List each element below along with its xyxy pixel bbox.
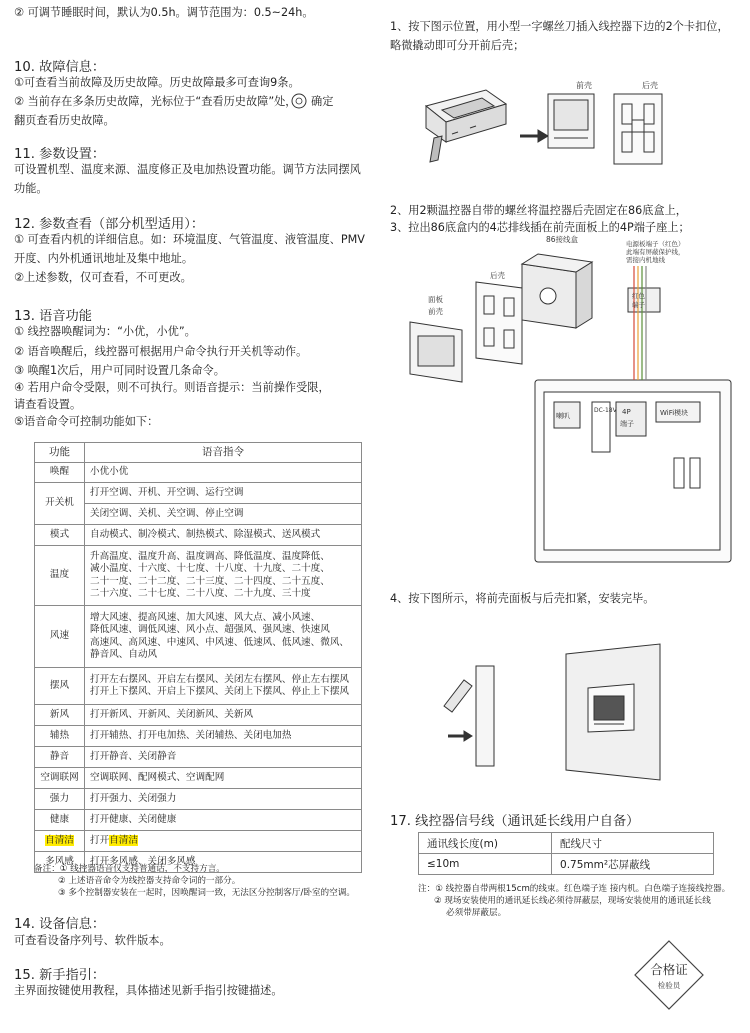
row-function: 空调联网 <box>35 768 85 789</box>
row-command: 打开强力、关闭强力 <box>85 789 362 810</box>
row-command: 自动模式、制冷模式、制热模式、除湿模式、送风模式 <box>85 525 362 546</box>
command-line: 打开左右摆风、开启左右摆风、关闭左右摆风、停止左右摆风 <box>90 673 350 685</box>
row-command: 打开静音、关闭静音 <box>85 747 362 768</box>
seal-title: 合格证 <box>650 962 688 977</box>
table-row <box>35 525 362 546</box>
label-front-shell: 前壳 <box>576 81 592 90</box>
section-13-line-1: ① 线控器唤醒词为：“小优，小优”。 <box>14 325 196 338</box>
row-command <box>85 668 362 705</box>
table-row <box>35 483 362 504</box>
row-function: 温度 <box>35 546 85 606</box>
section-13-line-2: ② 语音唤醒后，线控器可根据用户命令执行开关机等动作。 <box>14 345 308 358</box>
command-line: 二十一度、二十二度、二十三度、二十四度、二十五度、 <box>90 575 330 587</box>
section-13-line-3: ③ 唤醒1次后，用户可同时设置几条命令。 <box>14 364 225 377</box>
row-command: 空调联网、配网模式、空调配网 <box>85 768 362 789</box>
section-10-title: 10. 故障信息： <box>14 60 106 75</box>
row-command: 打开新风、开新风、关闭新风、关新风 <box>85 705 362 726</box>
table-row <box>35 810 362 831</box>
wire-length-value: ≤10m <box>419 854 552 875</box>
table-row <box>35 705 362 726</box>
header-function: 功能 <box>35 443 85 463</box>
command-line: 静音风、自动风 <box>90 648 158 660</box>
step-3-line: 3、拉出86底盒内的4芯排线插在前壳面板上的4P端子座上； <box>390 221 690 234</box>
label-dc: DC-18V <box>594 407 617 414</box>
row-command <box>85 831 362 852</box>
seal-subtitle: 检验员 <box>657 981 681 990</box>
step-1-line-2: 略微撬动即可分开前后壳； <box>390 39 525 52</box>
highlighted-command: 自清洁 <box>109 834 138 846</box>
row-command: 打开空调、开机、开空调、运行空调 <box>85 483 362 504</box>
table-row <box>35 668 362 705</box>
command-line: 增大风速、提高风速、加大风速、风大点、减小风速、 <box>90 611 321 623</box>
header-wire-size: 配线尺寸 <box>552 833 714 854</box>
label-front-shell-2: 前壳 <box>428 307 443 316</box>
table-row <box>35 831 362 852</box>
table-row <box>35 726 362 747</box>
row-function: 风速 <box>35 606 85 668</box>
note-line-2: ② 上述语音命令为线控器支持命令词的一部分。 <box>58 876 241 886</box>
section-11-line-1: 可设置机型、温度来源、温度修正及电加热设置功能。调节方法同摆风 <box>14 163 361 176</box>
label-86-box: 86接线盒 <box>546 235 579 244</box>
section-12-line-3: ②上述参数，仅可查看，不可更改。 <box>14 271 192 284</box>
row-function <box>35 831 85 852</box>
section-13-line-4: ④ 若用户命令受限，则不可执行。则语音提示：当前操作受限， <box>14 381 330 394</box>
confirm-key-icon <box>290 92 308 110</box>
figure-open-shell <box>408 80 678 190</box>
section-13-line-5: 请查看设置。 <box>14 398 82 411</box>
label-ground-note: 需接内机地线 <box>626 256 665 264</box>
command-line: 升高温度、温度升高、温度调高、降低温度、温度降低、 <box>90 550 330 562</box>
section-12-line-1: ① 可查看内机的详细信息。如：环境温度、气管温度、液管温度、PMV <box>14 233 365 246</box>
s17-note-3: 必须带屏蔽层。 <box>446 908 507 918</box>
section-12-title: 12. 参数查看（部分机型适用）： <box>14 217 205 232</box>
s17-note-2: ② 现场安装使用的通讯延长线必须待屏蔽层，现场安装使用的通讯延长线 <box>434 896 711 906</box>
row-function: 模式 <box>35 525 85 546</box>
row-command: 关闭空调、关机、关空调、停止空调 <box>85 504 362 525</box>
command-prefix: 打开 <box>90 834 110 846</box>
signal-wire-table <box>418 832 714 875</box>
row-function: 辅热 <box>35 726 85 747</box>
section-10-line-3: 翻页查看历史故障。 <box>14 114 115 127</box>
row-function: 开关机 <box>35 483 85 525</box>
row-command: 打开多风感、关闭多风感 <box>85 852 362 873</box>
note-line-1: 备注：① 线控器语音仅支持普通话，不支持方言。 <box>34 864 225 874</box>
section-10-line-2: ② 当前存在多条历史故障，光标位于“查看历史故障”处， <box>14 95 297 108</box>
label-back-shell: 后壳 <box>642 81 658 90</box>
label-panel: 面板 <box>428 295 443 304</box>
row-command <box>85 606 362 668</box>
section-14-title: 14. 设备信息： <box>14 917 106 932</box>
table-row <box>35 504 362 525</box>
confirm-key-label: 确定 <box>311 95 334 108</box>
table-row <box>35 768 362 789</box>
label-wifi: WiFi模块 <box>660 409 689 417</box>
row-command <box>85 546 362 606</box>
section-17-title: 17. 线控器信号线（通讯延长线用户自备） <box>390 814 640 829</box>
qualification-seal <box>632 938 706 1012</box>
step-1-line-1: 1、按下图示位置，用小型一字螺丝刀插入线控器下边的2个卡扣位， <box>390 20 729 33</box>
command-line: 高速风、高风速、中速风、中风速、低速风、低风速、微风、 <box>90 636 350 648</box>
section-12-line-2: 开度、内外机通讯地址及集中地址。 <box>14 252 194 265</box>
section-14-line-1: 可查看设备序列号、软件版本。 <box>14 934 171 947</box>
step-4-line: 4、按下图所示，将前壳面板与后壳扣紧，安装完毕。 <box>390 592 655 605</box>
row-function: 多风感 <box>35 852 85 873</box>
highlighted-function: 自清洁 <box>45 834 74 846</box>
section-15-line-1: 主界面按键使用教程，具体描述见新手指引按键描述。 <box>14 984 283 997</box>
label-terminal: 端子 <box>632 301 645 309</box>
figure-wiring <box>398 232 738 572</box>
sleep-time-line: ② 可调节睡眠时间，默认为0.5h。调节范围为：0.5~24h。 <box>14 6 314 19</box>
label-4p-terminal: 端子 <box>620 420 634 428</box>
command-line: 打开上下摆风、开启上下摆风、关闭上下摆风、停止上下摆风 <box>90 686 350 697</box>
label-4p: 4P <box>622 408 631 416</box>
label-speaker: 喇叭 <box>556 412 570 420</box>
row-function: 唤醒 <box>35 463 85 483</box>
table-row <box>419 854 714 875</box>
header-wire-length: 通讯线长度(m) <box>419 833 552 854</box>
table-row <box>35 747 362 768</box>
section-10-line-1: ①可查看当前故障及历史故障。历史故障最多可查询9条。 <box>14 76 300 89</box>
row-command: 小优小优 <box>85 463 362 483</box>
table-header-row <box>35 443 362 463</box>
label-red: 红色 <box>632 292 645 300</box>
label-shield-note: 此端有屏蔽保护线， <box>626 248 685 256</box>
note-line-3: ③ 多个控制器安装在一起时，因唤醒词一致，无法区分控制客厅/卧室的空调。 <box>58 888 355 898</box>
header-command: 语音指令 <box>85 443 362 463</box>
figure-close-shell <box>438 640 678 790</box>
command-line: 减小温度、十六度、十七度、十八度、十九度、二十度、 <box>90 563 330 575</box>
row-command: 打开辅热、打开电加热、关闭辅热、关闭电加热 <box>85 726 362 747</box>
section-11-title: 11. 参数设置： <box>14 147 106 162</box>
section-13-title: 13. 语音功能 <box>14 309 92 324</box>
section-15-title: 15. 新手指引： <box>14 968 106 983</box>
row-function: 摆风 <box>35 668 85 705</box>
row-function: 强力 <box>35 789 85 810</box>
label-back-shell-2: 后壳 <box>490 271 505 280</box>
wire-size-value: 0.75mm²芯屏蔽线 <box>552 854 714 875</box>
row-command: 打开健康、关闭健康 <box>85 810 362 831</box>
table-row <box>35 546 362 606</box>
row-function: 新风 <box>35 705 85 726</box>
section-11-line-2: 功能。 <box>14 182 48 195</box>
table-header-row <box>419 833 714 854</box>
table-row <box>35 463 362 483</box>
label-power-terminal: 电源板端子（红色） <box>626 240 685 248</box>
command-line: 二十六度、二十七度、二十八度、二十九度、三十度 <box>90 587 311 599</box>
table-row <box>35 606 362 668</box>
command-line: 降低风速、调低风速、风小点、超强风、强风速、快速风 <box>90 624 330 636</box>
voice-command-table <box>34 442 362 873</box>
row-function: 健康 <box>35 810 85 831</box>
section-13-line-6: ⑤语音命令可控制功能如下： <box>14 415 159 428</box>
s17-note-1: 注：① 线控器自带两根15cm的线束。红色端子连 接内机。白色端子连接线控器。 <box>418 884 731 894</box>
table-row <box>35 789 362 810</box>
row-function: 静音 <box>35 747 85 768</box>
step-2-line: 2、用2颗温控器自带的螺丝将温控器后壳固定在86底盒上， <box>390 204 687 217</box>
